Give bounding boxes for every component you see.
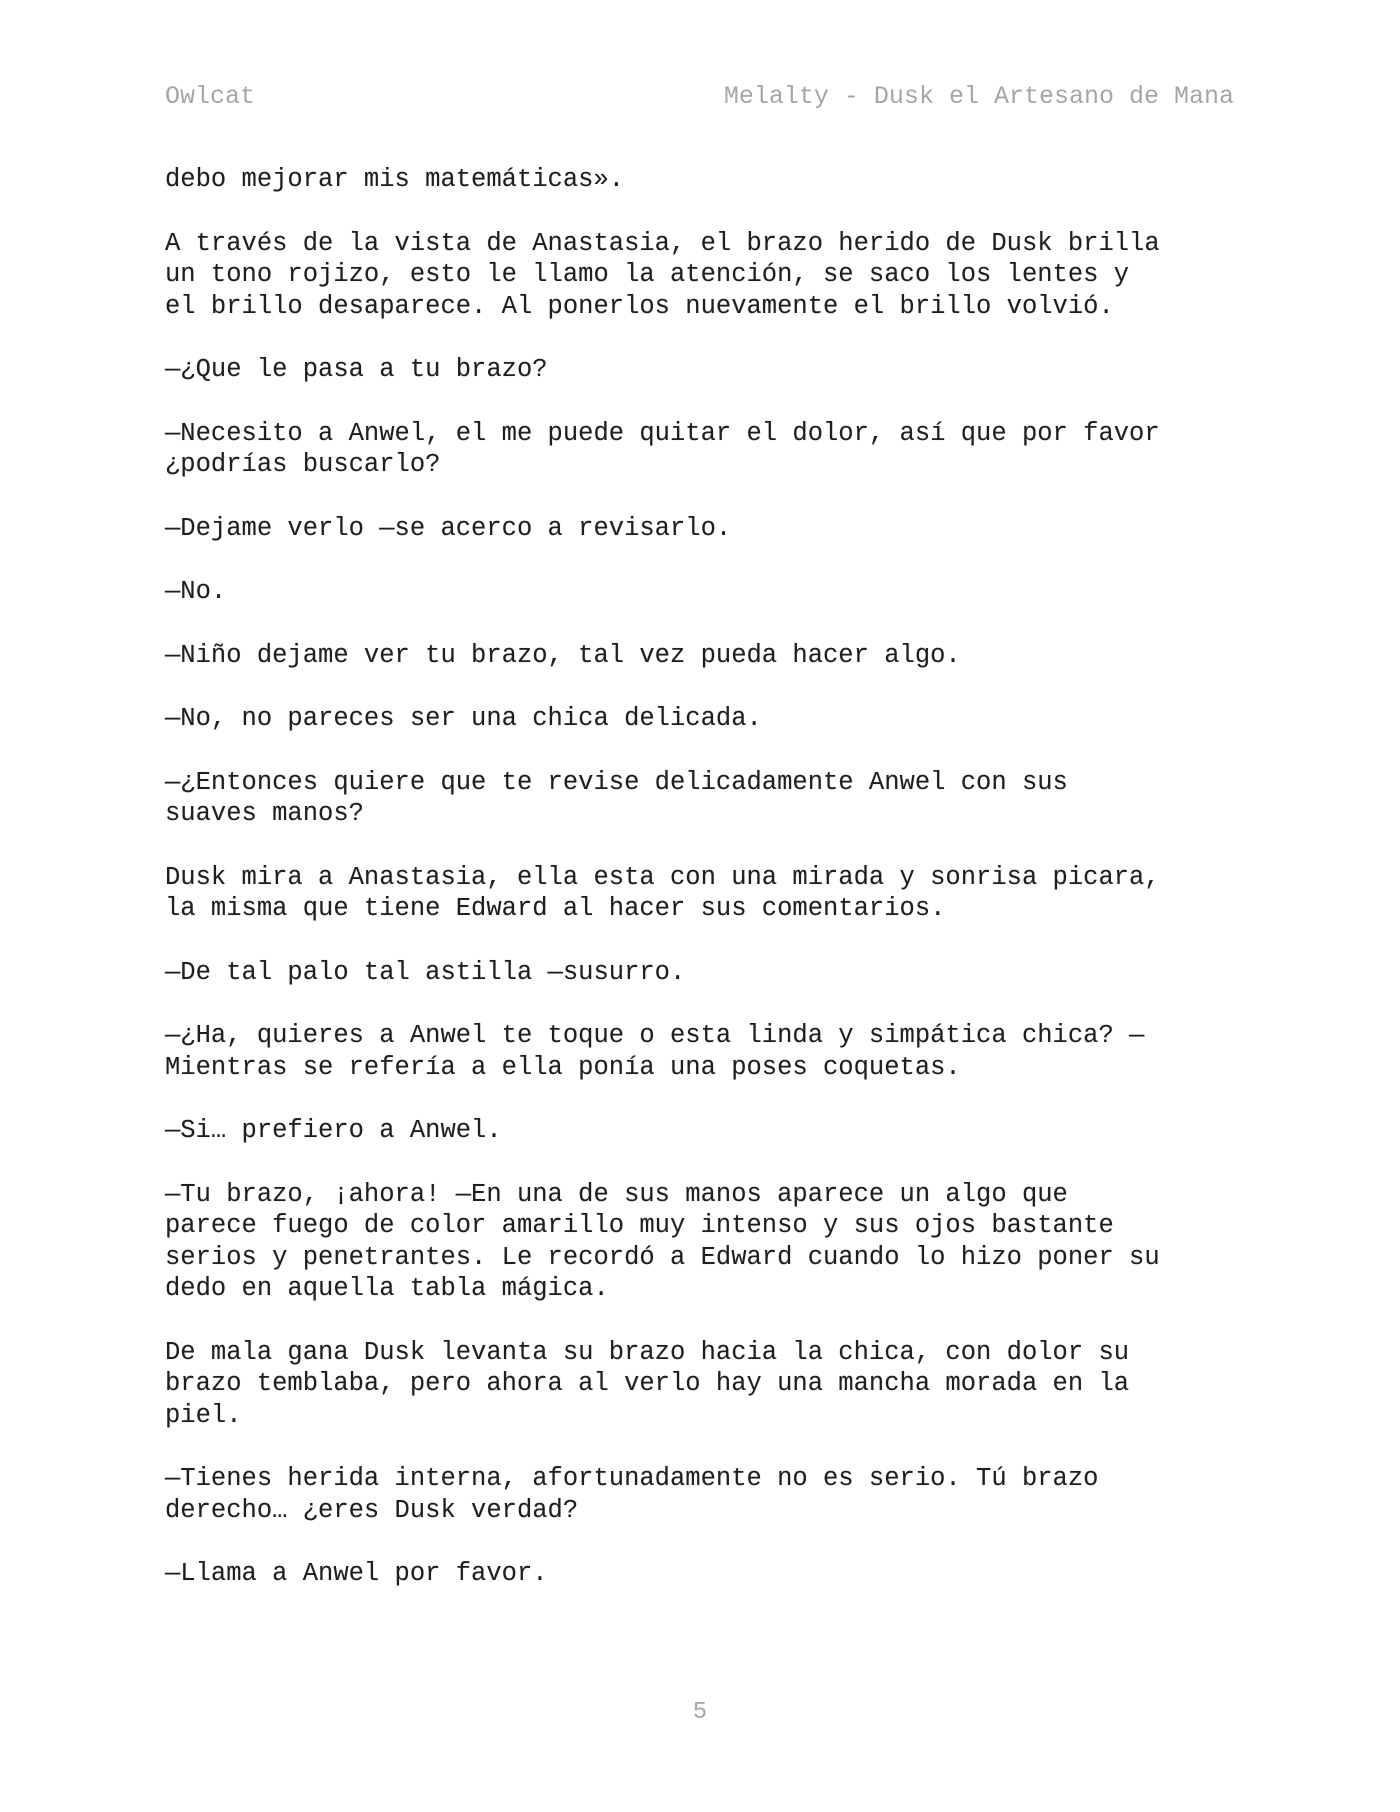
text-line: dedo en aquella tabla mágica.	[165, 1274, 609, 1303]
text-line: —Tienes herida interna, afortunadamente no es serio. Tú brazo	[165, 1464, 1099, 1493]
text-line: debo mejorar mis matemáticas».	[165, 165, 625, 194]
header-title: Melalty - Dusk el Artesano de Mana	[723, 82, 1234, 111]
paragraph	[165, 576, 1237, 608]
text-line: —Si… prefiero a Anwel.	[165, 1116, 502, 1145]
text-line: Mientras se refería a ella ponía una poses coquetas.	[165, 1052, 961, 1082]
text-line: serios y penetrantes. Le recordó a Edward cuando lo hizo poner su	[165, 1242, 1160, 1272]
body-text	[165, 164, 1237, 1622]
paragraph	[165, 513, 1237, 545]
paragraph	[165, 228, 1237, 323]
paragraph	[165, 1115, 1237, 1147]
paragraph	[165, 1179, 1237, 1305]
paragraph	[165, 862, 1237, 925]
text-line: brazo temblaba, pero ahora al verlo hay una mancha morada en la	[165, 1369, 1130, 1398]
paragraph	[165, 164, 1237, 196]
page-number: 5	[692, 1699, 708, 1726]
paragraph	[165, 1558, 1237, 1590]
paragraph	[165, 1463, 1237, 1526]
text-line: —No, no pareces ser una chica delicada.	[165, 704, 762, 733]
text-line: —De tal palo tal astilla —susurro.	[165, 957, 686, 987]
text-line: un tono rojizo, esto le llamo la atención, se saco los lentes y	[165, 260, 1130, 289]
text-line: —¿Ha, quieres a Anwel te toque o esta linda y simpática chica? —	[165, 1021, 1145, 1050]
text-line: la misma que tiene Edward al hacer sus comentarios.	[165, 894, 946, 923]
header-author: Owlcat	[165, 82, 256, 111]
text-line: —Niño dejame ver tu brazo, tal vez pueda hacer algo.	[165, 640, 961, 670]
text-line: piel.	[165, 1400, 242, 1430]
paragraph	[165, 418, 1237, 481]
text-line: suaves manos?	[165, 799, 364, 828]
text-line: —Dejame verlo —se acerco a revisarlo.	[165, 513, 732, 543]
text-line: —¿Entonces quiere que te revise delicadamente Anwel con sus	[165, 767, 1068, 797]
paragraph	[165, 1020, 1237, 1083]
paragraph	[165, 1337, 1237, 1432]
text-line: derecho… ¿eres Dusk verdad?	[165, 1495, 579, 1525]
text-line: —Llama a Anwel por favor.	[165, 1559, 548, 1588]
text-line: A través de la vista de Anastasia, el brazo herido de Dusk brilla	[165, 228, 1160, 258]
paragraph	[165, 703, 1237, 735]
paragraph	[165, 767, 1237, 830]
text-line: —No.	[165, 577, 227, 606]
text-line: el brillo desaparece. Al ponerlos nuevamente el brillo volvió.	[165, 291, 1114, 321]
text-line: parece fuego de color amarillo muy intenso y sus ojos bastante	[165, 1211, 1114, 1240]
paragraph	[165, 354, 1237, 386]
text-line: De mala gana Dusk levanta su brazo hacia la chica, con dolor su	[165, 1337, 1130, 1367]
text-line: —¿Que le pasa a tu brazo?	[165, 355, 548, 384]
text-line: —Tu brazo, ¡ahora! —En una de sus manos aparece un algo que	[165, 1179, 1068, 1209]
paragraph	[165, 640, 1237, 672]
text-line: ¿podrías buscarlo?	[165, 450, 441, 479]
paragraph	[165, 957, 1237, 989]
text-line: Dusk mira a Anastasia, ella esta con una mirada y sonrisa picara,	[165, 862, 1160, 892]
text-line: —Necesito a Anwel, el me puede quitar el dolor, así que por favor	[165, 418, 1160, 448]
